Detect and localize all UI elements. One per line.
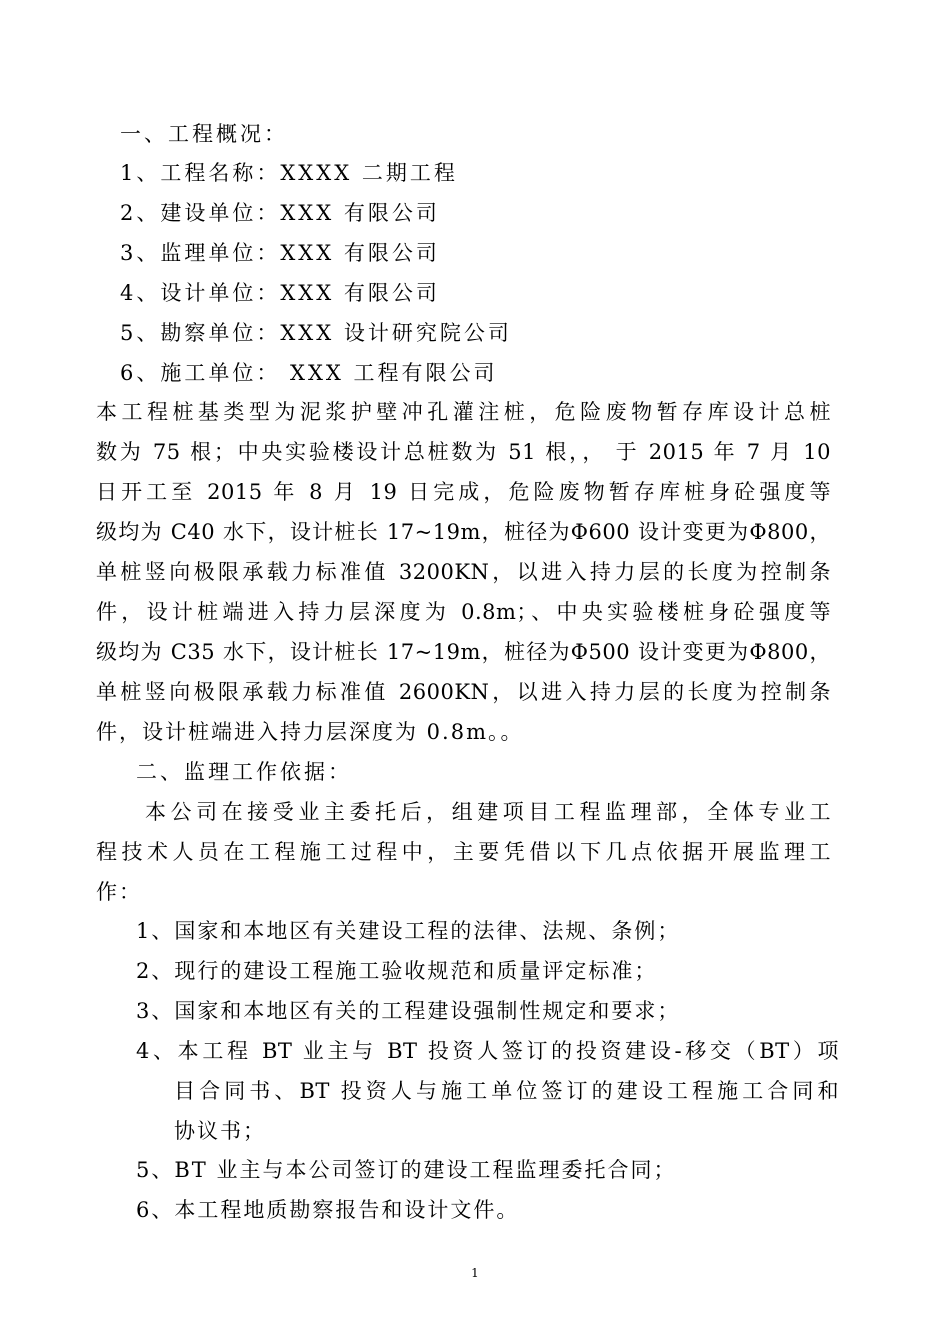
paragraph-line: 程技术人员在工程施工过程中，主要凭借以下几点依据开展监理工 <box>96 840 831 864</box>
construction-unit-item: 6、施工单位： XXX 工程有限公司 <box>120 361 498 385</box>
design-unit-item: 4、设计单位：XXX 有限公司 <box>120 281 440 305</box>
list-item: 2、现行的建设工程施工验收规范和质量评定标准； <box>136 959 658 983</box>
supervision-unit-item: 3、监理单位：XXX 有限公司 <box>120 241 440 265</box>
list-item: 1、国家和本地区有关建设工程的法律、法规、条例； <box>136 919 681 943</box>
list-item: 6、本工程地质勘察报告和设计文件。 <box>136 1198 520 1222</box>
paragraph-line: 单桩竖向极限承载力标准值 2600KN，以进入持力层的长度为控制条 <box>96 680 831 704</box>
paragraph-line: 单桩竖向极限承载力标准值 3200KN，以进入持力层的长度为控制条 <box>96 560 831 584</box>
paragraph-line: 日开工至 2015 年 8 月 19 日完成，危险废物暂存库桩身砼强度等 <box>96 480 831 504</box>
paragraph-line: 级均为 C40 水下，设计桩长 17~19m，桩径为Φ600 设计变更为Φ800， <box>96 520 831 544</box>
list-item: 3、国家和本地区有关的工程建设强制性规定和要求； <box>136 999 681 1023</box>
list-item-continuation: 目合同书、BT 投资人与施工单位签订的建设工程施工合同和 <box>174 1079 839 1103</box>
paragraph-line: 数为 75 根；中央实验楼设计总桩数为 51 根，， 于 2015 年 7 月 10 <box>96 440 831 464</box>
paragraph-line: 本公司在接受业主委托后，组建项目工程监理部，全体专业工 <box>145 800 831 824</box>
page-number: 1 <box>471 1266 479 1280</box>
survey-unit-item: 5、勘察单位：XXX 设计研究院公司 <box>120 321 512 345</box>
project-name-item: 1、工程名称：XXXX 二期工程 <box>120 161 458 185</box>
owner-unit-item: 2、建设单位：XXX 有限公司 <box>120 201 440 225</box>
list-item-continuation: 协议书； <box>174 1119 266 1143</box>
paragraph-line: 本工程桩基类型为泥浆护壁冲孔灌注桩，危险废物暂存库设计总桩 <box>96 400 831 424</box>
paragraph-line: 件，设计桩端进入持力层深度为 0.8m；、中央实验楼桩身砼强度等 <box>96 600 831 624</box>
list-item: 5、BT 业主与本公司签订的建设工程监理委托合同； <box>136 1158 677 1182</box>
paragraph-line: 级均为 C35 水下，设计桩长 17~19m，桩径为Φ500 设计变更为Φ800， <box>96 640 831 664</box>
paragraph-line: 件，设计桩端进入持力层深度为 0.8m。。 <box>96 720 524 744</box>
list-item: 4、本工程 BT 业主与 BT 投资人签订的投资建设-移交（BT）项 <box>136 1039 839 1063</box>
section1-heading: 一、工程概况： <box>120 122 288 146</box>
section2-heading: 二、监理工作依据： <box>136 760 352 784</box>
paragraph-line: 作： <box>96 880 142 904</box>
